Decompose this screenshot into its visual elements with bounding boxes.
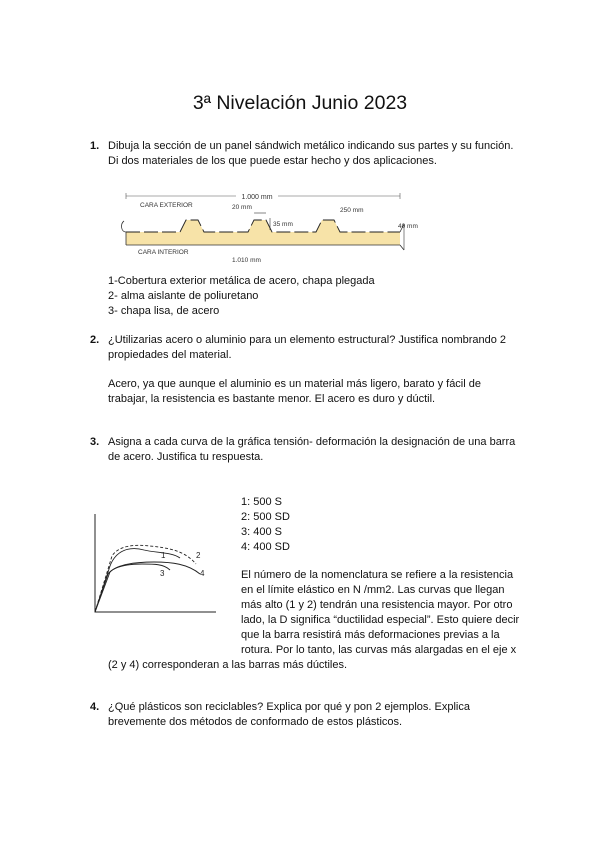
q1-answer-2: 2- alma aislante de poliuretano	[108, 290, 259, 302]
q1-answer-1: 1-Cobertura exterior metálica de acero, chapa plegada	[108, 275, 375, 287]
curve-2	[95, 545, 196, 612]
dim-35-label: 35 mm	[273, 221, 293, 228]
dim-top-label: 1.000 mm	[241, 194, 273, 201]
graph-label-2: 2	[196, 551, 201, 560]
stress-strain-sketch	[88, 512, 220, 616]
graph-label-1: 1	[161, 551, 166, 560]
dim-20-label: 20 mm	[232, 204, 252, 211]
curve-1	[95, 549, 180, 612]
q1-text	[108, 139, 513, 169]
q2-number: 2.	[90, 334, 100, 346]
q3-list-4: 4: 400 SD	[241, 541, 290, 553]
q2-answer-line-1: Acero, ya que aunque el aluminio es un material más ligero, barato y fácil de	[108, 378, 481, 390]
graph-label-4: 4	[200, 569, 205, 578]
curve-3	[95, 564, 170, 612]
graph-label-3: 3	[160, 569, 165, 578]
cara-interior-label: CARA INTERIOR	[138, 249, 189, 256]
q3-list-2: 2: 500 SD	[241, 511, 290, 523]
dim-40-label: 40 mm	[398, 223, 418, 230]
q3-answer	[241, 568, 519, 658]
curve-4	[95, 562, 200, 612]
q1-answers	[108, 274, 375, 319]
q4-line-1: ¿Qué plásticos son reciclables? Explica por qué y pon 2 ejemplos. Explica	[108, 701, 470, 713]
q1-line-2: Di dos materiales de los que puede estar hecho y dos aplicaciones.	[108, 155, 437, 167]
q4-line-2: brevemente dos métodos de conformado de estos plásticos.	[108, 716, 403, 728]
q3-answer-line-4: lado, la D significa “ductilidad especial”. Esto quiere decir	[241, 614, 520, 626]
q3-number: 3.	[90, 436, 100, 448]
q3-list-3: 3: 400 S	[241, 526, 282, 538]
q4-number: 4.	[90, 701, 100, 713]
page-title: 3ª Nivelación Junio 2023	[192, 92, 408, 114]
q3-text	[108, 435, 515, 465]
q3-answer-line-2: en el límite elástico en N /mm2. Las curvas que llegan	[241, 584, 505, 596]
axes	[95, 514, 216, 612]
q2-text	[108, 333, 506, 363]
sandwich-panel-figure	[120, 188, 418, 266]
q2-line-2: propiedades del material.	[108, 349, 232, 361]
dim-250-label: 250 mm	[340, 207, 364, 214]
q3-list	[241, 495, 290, 555]
q3-line-2: de acero. Justifica tu respuesta.	[108, 451, 264, 463]
q3-answer-line-6: rotura. Por lo tanto, las curvas más alargadas en el eje x	[241, 644, 517, 656]
q1-answer-3: 3- chapa lisa, de acero	[108, 305, 220, 317]
q2-answer	[108, 377, 481, 407]
cara-exterior-label: CARA EXTERIOR	[140, 202, 193, 209]
dim-bottom-label: 1.010 mm	[232, 257, 261, 264]
q4-text	[108, 700, 470, 730]
q3-line-1: Asigna a cada curva de la gráfica tensión- deformación la designación de una barra	[108, 436, 516, 448]
q3-answer-line-5: que la barra resistirá más deformaciones previas a la	[241, 629, 500, 641]
panel-core	[126, 220, 400, 245]
q1-line-1: Dibuja la sección de un panel sándwich metálico indicando sus partes y su función.	[108, 140, 514, 152]
q3-answer-line-1: El número de la nomenclatura se refiere a la resistencia	[241, 569, 514, 581]
q2-line-1: ¿Utilizarias acero o aluminio para un elemento estructural? Justifica nombrando 2	[108, 334, 507, 346]
q3-answer-last	[108, 658, 347, 673]
q3-list-1: 1: 500 S	[241, 496, 282, 508]
q2-answer-line-2: trabajar, la resistencia es bastante menor. El acero es duro y dúctil.	[108, 393, 436, 405]
q1-number: 1.	[90, 140, 100, 152]
q3-answer-line-3: más alto (1 y 2) tendrán una resistencia mayor. Por otro	[241, 599, 513, 611]
left-joint	[122, 221, 126, 245]
q3-answer-line-7: (2 y 4) corresponderan a las barras más dúctiles.	[108, 659, 348, 671]
